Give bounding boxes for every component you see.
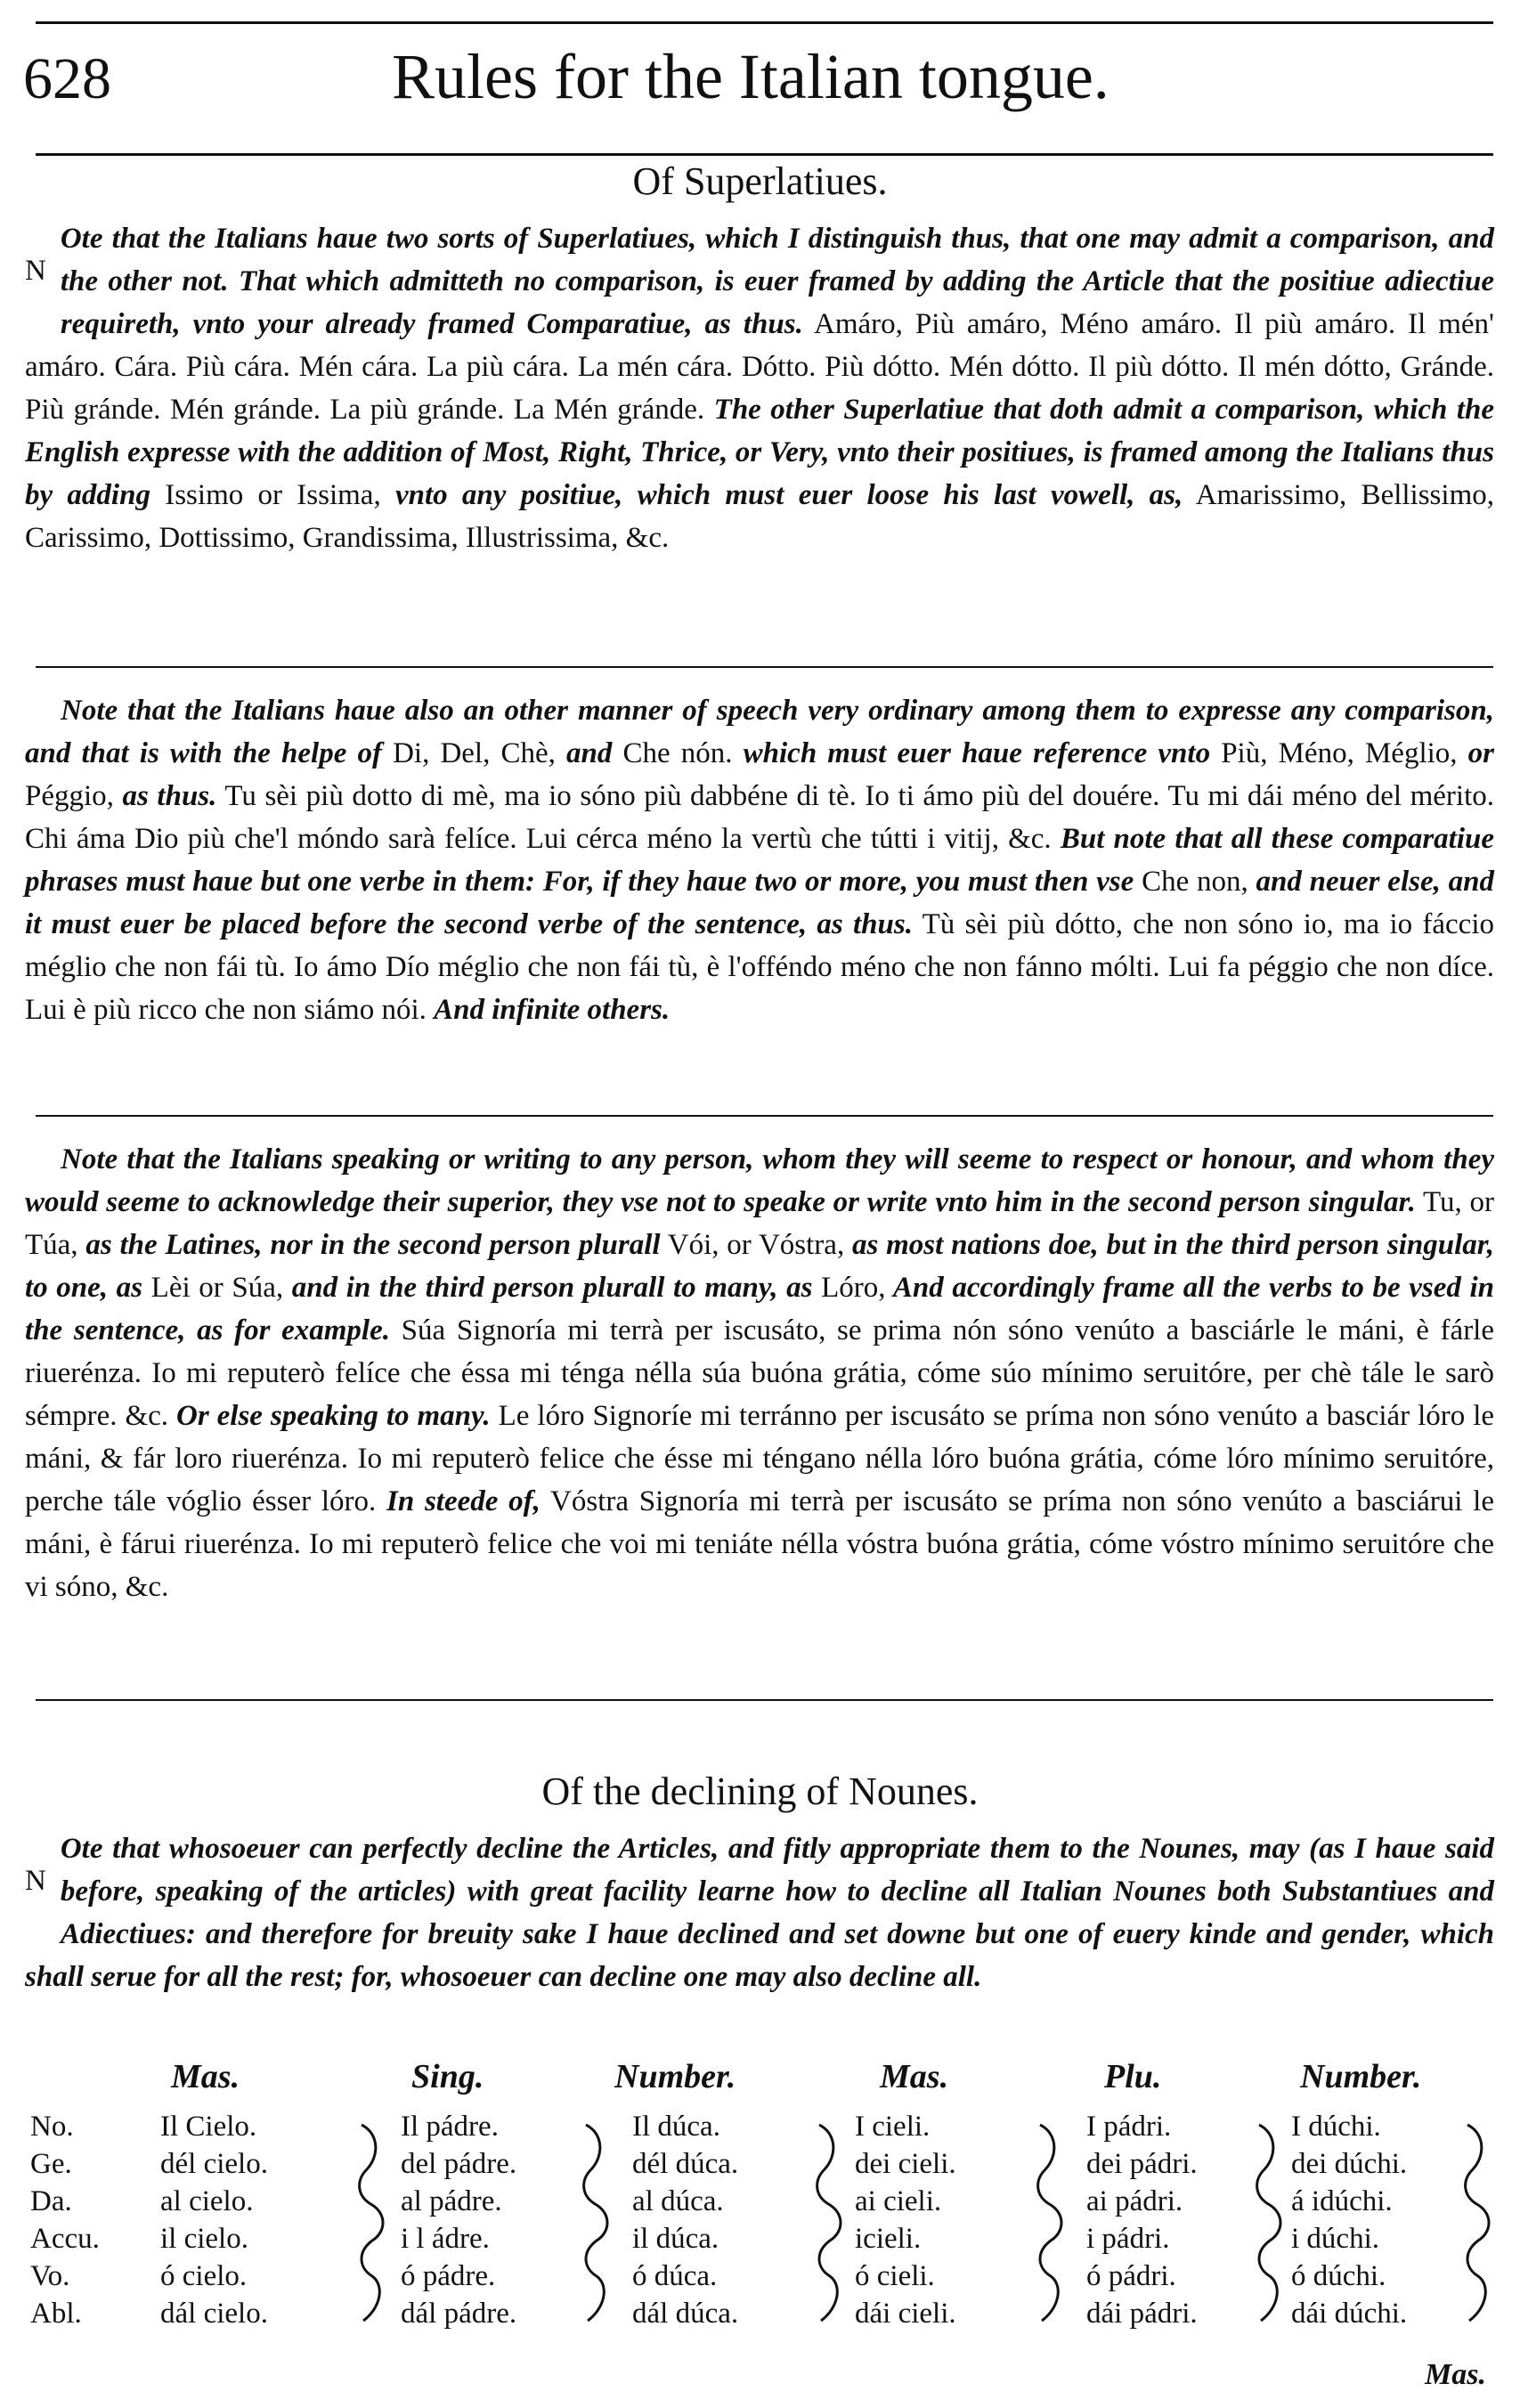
text-run: Ote that whosoeuer can perfectly decline the Articles, and fitly appropriate them to the Nounes, may (as I haue said before, speaking of the articles) with great facility learne how to decline all Italian Nounes both Substantiues and Adiectiues: and therefore for breuity sake I haue declined and set downe but one of euery kinde and gender, which shall serue for all the rest; for, whosoeuer can decline one may also decline all.	[25, 1833, 1494, 1993]
declension-cell: al dúca.	[632, 2185, 724, 2217]
declension-cell: i pádri.	[1086, 2223, 1170, 2255]
declension-cell: I dúchi.	[1291, 2111, 1381, 2143]
case-label: No.	[30, 2111, 74, 2143]
case-label: Vo.	[30, 2260, 70, 2292]
text-run: and in the third person plurall to many, as	[283, 1272, 813, 1304]
declension-cell: dái pádri.	[1086, 2298, 1198, 2330]
text-run: Note that the Italians speaking or writing to any person, whom they will seeme to respect or honour, and whom they would seeme to acknowledge their superior, they vse not to speake or write vnto him in the second person singular.	[25, 1143, 1494, 1218]
header-rule	[36, 153, 1493, 156]
brace-icon	[803, 2116, 857, 2339]
text-run: or	[1457, 737, 1494, 769]
text-run: vnto any positiue, which must euer loose his last vowell, as,	[380, 479, 1183, 511]
brace-icon	[345, 2116, 399, 2339]
case-label: Ge.	[30, 2148, 72, 2180]
text-run: Vói, or Vóstra,	[660, 1229, 845, 1261]
declension-cell: dei cieli.	[855, 2148, 956, 2180]
drop-cap: N	[25, 1865, 46, 1897]
declension-cell: dái cieli.	[855, 2298, 956, 2330]
declension-cell: ó dúca.	[632, 2260, 718, 2292]
text-run: Péggio,	[25, 780, 114, 812]
declension-cell: icieli.	[855, 2223, 922, 2255]
declension-cell: dái dúchi.	[1291, 2298, 1408, 2330]
brace-icon	[1243, 2116, 1296, 2339]
paragraph-address-note	[25, 1138, 1494, 1608]
catchword: Mas.	[1425, 2358, 1486, 2391]
text-run: Lèi or Súa,	[142, 1272, 284, 1304]
text-run: Più, Méno, Méglio,	[1210, 737, 1458, 769]
text-run: as thus.	[113, 780, 217, 812]
paragraph-nouns	[25, 1827, 1494, 1998]
paragraph-superlatives	[25, 217, 1494, 559]
text-run: And accordingly frame all the verbs to be vsed in the sentence, as for example.	[25, 1272, 1495, 1346]
column-header: Number.	[1300, 2058, 1422, 2095]
text-run: Le lóro Signoríe mi terránno per iscusáto se príma non sóno venúto a basciár lóro le máni, & fár loro riuerénza. Io mi reputerò felice che ésse mi téngano nélla lóro buóna grátia, cóme lóro mínimo seruitóre, perche tále vóglio ésser lóro.	[25, 1400, 1495, 1517]
text-run: and neuer else, and it must euer be placed before the second verbe of the sentence, as thus.	[25, 866, 1494, 940]
declension-cell: ó cieli.	[855, 2260, 935, 2292]
declension-cell: del pádre.	[401, 2148, 517, 2180]
text-run: Amarissimo, Bellissimo, Carissimo, Dottissimo, Grandissima, Illustrissima, &c.	[25, 479, 1494, 554]
declension-cell: I pádri.	[1086, 2111, 1172, 2143]
drop-cap: N	[25, 255, 46, 287]
declension-cell: ó pádre.	[401, 2260, 496, 2292]
text-run: Or else speaking to many.	[176, 1400, 491, 1432]
case-label: Accu.	[30, 2223, 100, 2255]
text-run: And infinite others.	[434, 994, 671, 1026]
text-run: In steede of,	[386, 1485, 541, 1517]
declension-cell: ai pádri.	[1086, 2185, 1183, 2217]
declension-cell: dál cielo.	[160, 2298, 268, 2330]
text-run: which must euer haue reference vnto	[732, 737, 1211, 769]
declension-cell: dél dúca.	[632, 2148, 739, 2180]
declension-cell: i l ádre.	[401, 2223, 490, 2255]
brace-icon	[1451, 2116, 1505, 2339]
text-run: Vóstra Signoría mi terrà per iscusáto se príma non sóno venúto a basciárui le máni, è fárui riuerénza. Io mi reputerò felice che voi mi teniáte nélla vóstra buóna grátia, cóme vóstro mínimo seruitóre che vi sóno, &c.	[25, 1485, 1494, 1603]
brace-icon	[570, 2116, 623, 2339]
declension-cell: dál dúca.	[632, 2298, 739, 2330]
paragraph-comparison-note	[25, 689, 1494, 1031]
text-run: Tu, or Túa,	[25, 1186, 1495, 1261]
declension-cell: Il pádre.	[401, 2111, 499, 2143]
text-run: Lóro,	[812, 1272, 886, 1304]
declension-cell: I cieli.	[855, 2111, 931, 2143]
brace-icon	[1024, 2116, 1077, 2339]
top-border-rule	[36, 21, 1493, 24]
text-run: The other Superlatiue that doth admit a comparison, which the English expresse with the addition of Most, Right, Thrice, or Very, vnto their positiues, is framed among the Italians thus by adding	[25, 394, 1494, 511]
section-divider	[36, 666, 1493, 668]
text-run: But note that all these comparatiue phrases must haue but one verbe in them: For, if they haue two or more, you must then vse	[25, 823, 1494, 898]
column-header: Sing.	[411, 2058, 484, 2095]
text-run: Amáro, Più amáro, Méno amáro. Il più amáro. Il mén' amáro. Cára. Più cára. Mén cára. La più cára. La mén cára. Dótto. Più dótto. Mén dótto. Il più dótto. Il mén dótto, Gránde. Più gránde. Mén gránde. La più gránde. La Mén gránde.	[25, 308, 1494, 426]
text-run: as most nations doe, but in the third person singular, to one, as	[25, 1229, 1495, 1304]
section-divider	[36, 1699, 1493, 1701]
text-run: Tù sèi più dótto, che non sóno io, ma io fáccio méglio che non fái tù. Io ámo Dío méglio che non fái tù, è l'offéndo méno che non fánno mólti. Lui fa péggio che non díce. Lui è più ricco che non siámo nói.	[25, 908, 1494, 1026]
declension-cell: i dúchi.	[1291, 2223, 1379, 2255]
text-run: Di, Del, Chè,	[381, 737, 556, 769]
declension-cell: ai cieli.	[855, 2185, 942, 2217]
section-divider	[36, 1115, 1493, 1117]
text-run: as the Latines, nor in the second person plurall	[77, 1229, 661, 1261]
section-heading-nouns: Of the declining of Nounes.	[541, 1769, 979, 1813]
text-run: Tu sèi più dotto di mè, ma io sóno più dabbéne di tè. Io ti ámo più del douére. Tu mi dái méno del mérito. Chi áma Dio più che'l móndo sarà felíce. Lui cérca méno la vertù che tútti i vitij, &c.	[25, 780, 1495, 855]
text-run: Che nón.	[612, 737, 733, 769]
case-label: Abl.	[30, 2298, 82, 2330]
declension-cell: dél cielo.	[160, 2148, 268, 2180]
declension-cell: dál pádre.	[401, 2298, 517, 2330]
page-number: 628	[23, 46, 111, 111]
text-run: Note that the Italians haue also an other manner of speech very ordinary among them to expresse any comparison, and that is with the helpe of	[25, 695, 1494, 769]
declension-cell: il dúca.	[632, 2223, 719, 2255]
declension-cell: dei dúchi.	[1291, 2148, 1408, 2180]
text-run: Súa Signoría mi terrà per iscusáto, se prima nón sóno venúto a basciárle le máni, è fárle riuerénza. Io mi reputerò felíce che éssa mi ténga nélla súa buóna grátia, cóme súo mínimo seruitóre, per chè tále le sarò sémpre. &c.	[25, 1314, 1495, 1432]
declension-cell: ó dúchi.	[1291, 2260, 1386, 2292]
column-header: Mas.	[171, 2058, 240, 2095]
declension-cell: á idúchi.	[1291, 2185, 1393, 2217]
declension-cell: al pádre.	[401, 2185, 502, 2217]
column-header: Mas.	[880, 2058, 949, 2095]
running-title: Rules for the Italian tongue.	[392, 41, 1110, 112]
declension-cell: dei pádri.	[1086, 2148, 1198, 2180]
column-header: Plu.	[1104, 2058, 1162, 2095]
text-run: and	[555, 737, 613, 769]
section-heading-superlatives: Of Superlatiues.	[632, 159, 888, 203]
case-label: Da.	[30, 2185, 72, 2217]
declension-cell: Il dúca.	[632, 2111, 720, 2143]
column-header: Number.	[614, 2058, 736, 2095]
declension-cell: ó pádri.	[1086, 2260, 1176, 2292]
declension-cell: il cielo.	[160, 2223, 248, 2255]
text-run: Che non,	[1134, 866, 1248, 898]
declension-cell: Il Cielo.	[160, 2111, 257, 2143]
text-run: Issimo or Issima,	[150, 479, 381, 511]
declension-cell: ó cielo.	[160, 2260, 248, 2292]
declension-cell: al cielo.	[160, 2185, 254, 2217]
text-run: Ote that the Italians haue two sorts of Superlatiues, which I distinguish thus, that one may admit a comparison, and the other not. That which admitteth no comparison, is euer framed by adding the Article that the positiue adiectiue requireth, vnto your already framed Comparatiue, as thus.	[60, 223, 1494, 340]
